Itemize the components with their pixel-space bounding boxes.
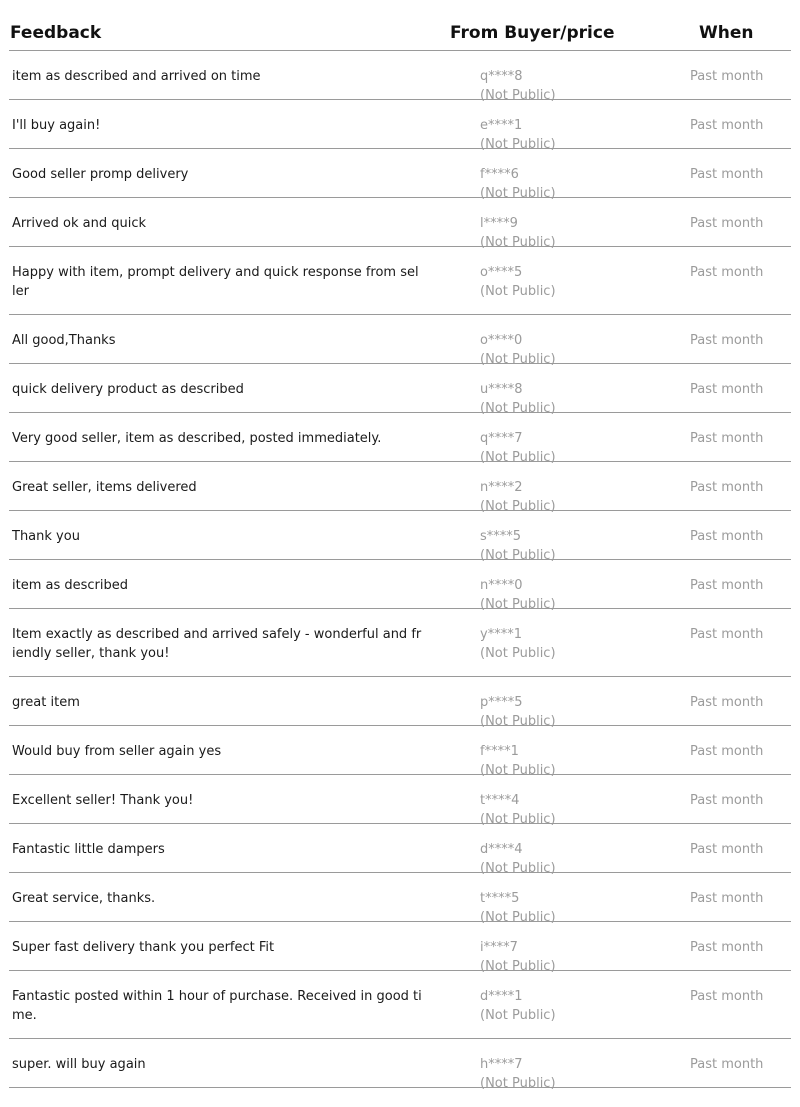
buyer-visibility: (Not Public) — [480, 1008, 556, 1023]
buyer-cell — [480, 987, 556, 1025]
buyer-name: t****4 — [480, 793, 520, 808]
feedback-text: Fantastic little dampers — [12, 842, 165, 857]
feedback-column-header: Feedback — [10, 23, 102, 43]
buyer-name: n****0 — [480, 578, 523, 593]
table-row — [9, 247, 791, 315]
feedback-date: Past month — [690, 382, 764, 397]
table-row — [9, 364, 791, 416]
table-row — [9, 413, 791, 465]
feedback-table — [9, 15, 791, 1091]
buyer-name: p****5 — [480, 695, 523, 710]
buyer-visibility: (Not Public) — [480, 284, 556, 299]
buyer-name: i****7 — [480, 940, 518, 955]
buyer-cell — [480, 1055, 556, 1093]
buyer-name: f****1 — [480, 744, 519, 759]
feedback-text: great item — [12, 695, 80, 710]
buyer-visibility: (Not Public) — [480, 137, 556, 152]
feedback-text: Would buy from seller again yes — [12, 744, 222, 759]
buyer-cell — [480, 263, 556, 301]
table-row — [9, 677, 791, 729]
table-row — [9, 971, 791, 1039]
buyer-visibility: (Not Public) — [480, 597, 556, 612]
buyer-name: s****5 — [480, 529, 522, 544]
feedback-date: Past month — [690, 265, 764, 280]
feedback-text: Great seller, items delivered — [12, 480, 197, 495]
feedback-date: Past month — [690, 695, 764, 710]
buyer-visibility: (Not Public) — [480, 861, 556, 876]
buyer-name: o****5 — [480, 265, 523, 280]
buyer-visibility: (Not Public) — [480, 450, 556, 465]
feedback-text: item as described and arrived on time — [12, 69, 261, 84]
feedback-rows — [9, 51, 791, 1091]
buyer-name: l****9 — [480, 216, 518, 231]
buyer-name: e****1 — [480, 118, 523, 133]
feedback-date: Past month — [690, 989, 764, 1004]
feedback-text: super. will buy again — [12, 1057, 146, 1072]
buyer-name: q****7 — [480, 431, 523, 446]
feedback-date: Past month — [690, 1057, 764, 1072]
feedback-text: Thank you — [12, 529, 80, 544]
feedback-text: I'll buy again! — [12, 118, 101, 133]
feedback-date: Past month — [690, 891, 764, 906]
feedback-date: Past month — [690, 333, 764, 348]
feedback-date: Past month — [690, 744, 764, 759]
from-buyer-column-header: From Buyer/price — [450, 23, 615, 43]
feedback-date: Past month — [690, 69, 764, 84]
buyer-visibility: (Not Public) — [480, 235, 556, 250]
feedback-text: Very good seller, item as described, posted immediately. — [12, 431, 382, 446]
feedback-date: Past month — [690, 480, 764, 495]
buyer-name: d****4 — [480, 842, 523, 857]
buyer-visibility: (Not Public) — [480, 763, 556, 778]
feedback-date: Past month — [690, 118, 764, 133]
table-row — [9, 873, 791, 925]
buyer-visibility: (Not Public) — [480, 959, 556, 974]
table-header — [9, 15, 791, 51]
table-row — [9, 609, 791, 677]
buyer-name: u****8 — [480, 382, 523, 397]
table-row — [9, 922, 791, 974]
feedback-text: Great service, thanks. — [12, 891, 156, 906]
buyer-visibility: (Not Public) — [480, 812, 556, 827]
table-row — [9, 1039, 791, 1091]
feedback-date: Past month — [690, 627, 764, 642]
feedback-date: Past month — [690, 842, 764, 857]
table-row — [9, 824, 791, 876]
buyer-visibility: (Not Public) — [480, 910, 556, 925]
table-row — [9, 462, 791, 514]
buyer-name: n****2 — [480, 480, 523, 495]
feedback-text: Item exactly as described and arrived safely - wonderful and friendly seller, thank you! — [12, 627, 422, 661]
table-row — [9, 315, 791, 367]
feedback-text: All good,Thanks — [12, 333, 116, 348]
buyer-name: h****7 — [480, 1057, 523, 1072]
feedback-text: Good seller promp delivery — [12, 167, 189, 182]
table-row — [9, 198, 791, 250]
feedback-text: Happy with item, prompt delivery and quick response from seller — [12, 265, 419, 299]
feedback-date: Past month — [690, 793, 764, 808]
feedback-date: Past month — [690, 529, 764, 544]
table-row — [9, 51, 791, 103]
when-column-header: When — [699, 23, 754, 43]
feedback-date: Past month — [690, 216, 764, 231]
feedback-date: Past month — [690, 431, 764, 446]
feedback-text: quick delivery product as described — [12, 382, 244, 397]
buyer-visibility: (Not Public) — [480, 499, 556, 514]
buyer-visibility: (Not Public) — [480, 352, 556, 367]
buyer-visibility: (Not Public) — [480, 88, 556, 103]
buyer-name: o****0 — [480, 333, 523, 348]
table-row — [9, 775, 791, 827]
table-row — [9, 149, 791, 201]
table-row — [9, 100, 791, 152]
buyer-name: q****8 — [480, 69, 523, 84]
table-row — [9, 511, 791, 563]
buyer-name: y****1 — [480, 627, 522, 642]
feedback-date: Past month — [690, 167, 764, 182]
feedback-date: Past month — [690, 578, 764, 593]
table-row — [9, 560, 791, 612]
buyer-cell — [480, 625, 556, 663]
feedback-date: Past month — [690, 940, 764, 955]
buyer-name: f****6 — [480, 167, 519, 182]
feedback-text: Fantastic posted within 1 hour of purchase. Received in good time. — [12, 989, 422, 1023]
feedback-text: Excellent seller! Thank you! — [12, 793, 194, 808]
buyer-visibility: (Not Public) — [480, 548, 556, 563]
feedback-text: item as described — [12, 578, 129, 593]
feedback-text: Arrived ok and quick — [12, 216, 147, 231]
buyer-visibility: (Not Public) — [480, 1076, 556, 1091]
buyer-visibility: (Not Public) — [480, 186, 556, 201]
buyer-name: t****5 — [480, 891, 520, 906]
buyer-name: d****1 — [480, 989, 523, 1004]
buyer-visibility: (Not Public) — [480, 714, 556, 729]
buyer-visibility: (Not Public) — [480, 401, 556, 416]
buyer-visibility: (Not Public) — [480, 646, 556, 661]
feedback-text: Super fast delivery thank you perfect Fit — [12, 940, 275, 955]
table-row — [9, 726, 791, 778]
